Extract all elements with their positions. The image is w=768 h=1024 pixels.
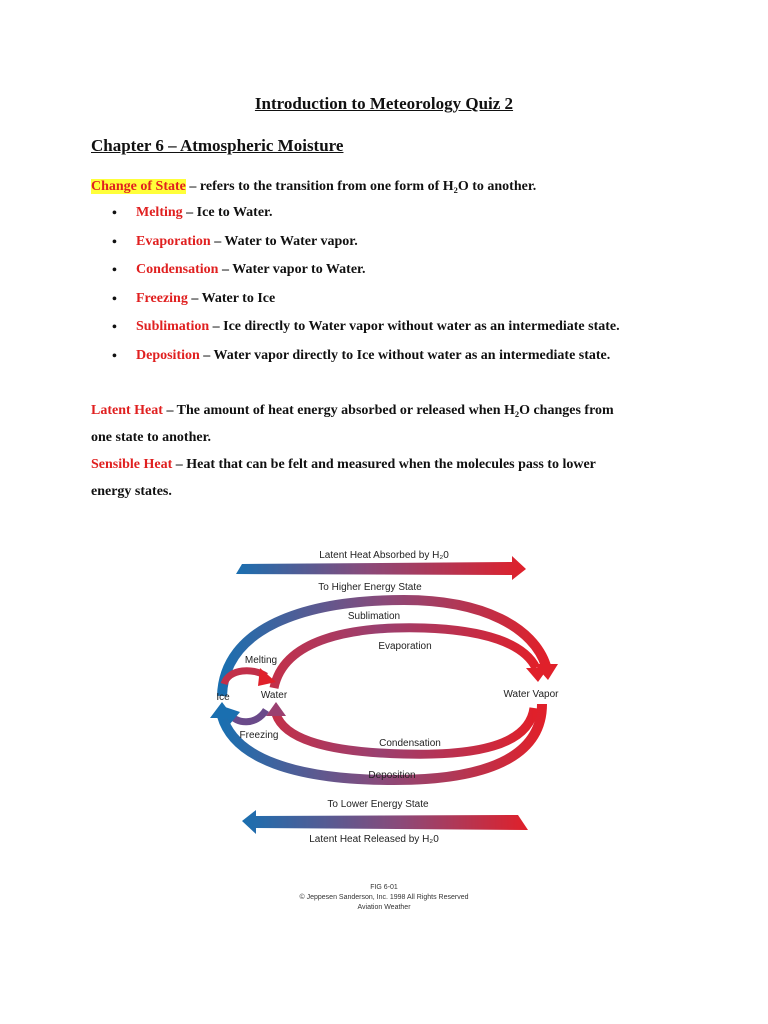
latent-heat-definition [91,401,614,421]
deposition-label: Deposition [368,770,416,781]
change-of-state-term: Change of State [91,179,186,194]
condensation-arrowhead [266,702,286,716]
list-item-term: Sublimation [136,319,210,334]
lower-state-label: To Lower Energy State [327,799,429,810]
sensible-heat-text: – Heat that can be felt and measured when the molecules pass to lower [172,457,596,472]
phase-change-diagram [124,518,644,928]
list-item-term: Freezing [136,291,188,306]
evaporation-arrow [274,628,536,688]
list-item-term: Melting [136,205,183,220]
sensible-heat-term: Sensible Heat [91,457,173,472]
list-item [136,348,610,364]
freezing-label: Freezing [239,730,279,741]
list-item [136,262,365,278]
bottom-energy-arrow [242,810,528,834]
water-label: Water [260,690,288,701]
bullet-icon: • [112,263,117,278]
list-item [136,234,358,250]
figure-number: FIG 6-01 [370,884,398,891]
list-item [136,205,272,221]
list-item-definition: – Ice directly to Water vapor without water as an intermediate state. [209,319,620,334]
latent-heat-text: – The amount of heat energy absorbed or released when H₂O changes from [162,403,614,418]
bullet-icon: • [112,235,117,250]
bullet-icon: • [112,206,117,221]
ice-label: Ice [216,692,230,703]
evaporation-label: Evaporation [378,641,432,652]
sublimation-label: Sublimation [347,611,401,622]
chapter-heading: Chapter 6 – Atmospheric Moisture [91,136,344,155]
list-item-definition: – Water to Water vapor. [210,234,358,249]
bullet-icon: • [112,292,117,307]
condensation-label: Condensation [379,738,441,749]
bullet-icon: • [112,320,117,335]
list-item-term: Evaporation [136,234,211,249]
list-item-definition: – Water vapor to Water. [218,262,366,277]
list-item [136,319,620,335]
latent-heat-continuation: one state to another. [91,430,212,445]
list-item-term: Condensation [136,262,219,277]
list-item-definition: – Water vapor directly to Ice without water as an intermediate state. [199,348,611,363]
sensible-heat-continuation: energy states. [91,484,172,499]
copyright-line: © Jeppesen Sanderson, Inc. 1998 All Rights Reserved [299,894,469,901]
document-title: Introduction to Meteorology Quiz 2 [254,94,514,113]
latent-heat-term: Latent Heat [91,403,163,418]
change-of-state-definition [91,177,536,197]
source-line: Aviation Weather [357,904,411,911]
melting-label: Melting [244,655,278,666]
sensible-heat-definition [91,455,596,475]
higher-state-label: To Higher Energy State [318,582,422,593]
list-item-definition: – Ice to Water. [182,205,273,220]
top-arrow-label: Latent Heat Absorbed by H₂0 [319,550,449,561]
list-item [136,291,275,307]
list-item-definition: – Water to Ice [187,291,276,306]
water-vapor-label: Water Vapor [503,689,559,700]
list-item-term: Deposition [136,348,200,363]
change-of-state-text: – refers to the transition from one form of H₂O to another. [185,179,537,194]
bottom-arrow-label: Latent Heat Released by H₂0 [309,834,439,845]
bullet-icon: • [112,349,117,364]
